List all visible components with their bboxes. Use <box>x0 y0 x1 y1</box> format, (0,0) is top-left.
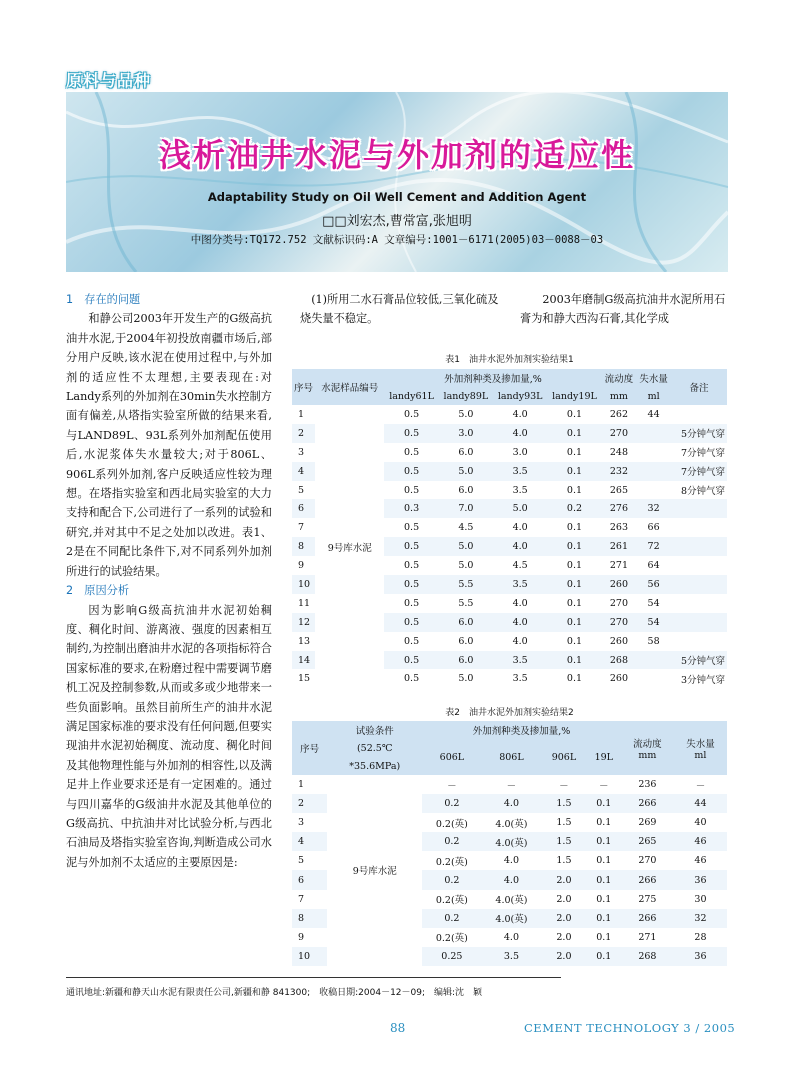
table-cell <box>671 518 727 537</box>
table-cell: 46 <box>694 836 707 848</box>
table1-flow-unit: mm <box>609 390 628 402</box>
table-cell: 236 <box>638 779 657 791</box>
table-cell: 9 <box>298 560 305 572</box>
footer-address: 通讯地址:新疆和静天山水泥有限责任公司,新疆和静 841300; 收稿日期:2004－12－09; 编辑:沈 颖 <box>66 988 483 998</box>
table-cell: 0.2 <box>444 798 460 810</box>
table-cell: 0.5 <box>404 616 420 628</box>
table-cell: 270 <box>609 427 628 439</box>
table-cell: 271 <box>638 931 657 943</box>
table-cell: 0.1 <box>596 874 612 886</box>
table-cell: 3.5 <box>512 465 528 477</box>
heading-analysis: 2 原因分析 <box>66 584 130 598</box>
table-cell: 7分钟气穿 <box>680 467 725 479</box>
table-cell: 36 <box>694 874 707 886</box>
table-cell: 0.5 <box>404 522 420 534</box>
table-cell: 44 <box>694 798 707 810</box>
table-cell: 4.0(英) <box>495 914 528 926</box>
table-cell: 1.5 <box>556 836 572 848</box>
table-cell: 4.0 <box>512 427 528 439</box>
table1-water-unit: ml <box>647 390 660 402</box>
table-cell: 0.5 <box>404 654 420 666</box>
table2-caption: 表2 油井水泥外加剂实验结果2 <box>445 708 574 718</box>
table-cell: 0.2(英) <box>435 856 468 868</box>
table-cell: 6 <box>298 874 305 886</box>
table-cell: 3.0 <box>458 427 474 439</box>
table-cell: 4.0(英) <box>495 837 528 849</box>
table-cell <box>636 481 671 500</box>
table1-sub-1: landy61L <box>389 390 434 402</box>
table-cell: 0.1 <box>596 912 612 924</box>
table-cell: 3.5 <box>503 950 519 962</box>
table-cell: 0.1 <box>566 654 583 666</box>
table2-water-unit: ml <box>694 749 707 761</box>
table-row <box>292 405 727 424</box>
table1 <box>292 369 727 688</box>
table-cell: 270 <box>638 855 657 867</box>
table-cell: 32 <box>694 912 707 924</box>
table-cell: 2.0 <box>556 893 572 905</box>
table2-sub-3: 906L <box>551 751 577 763</box>
table-cell: 0.1 <box>566 635 583 647</box>
table-cell: 4.0 <box>503 874 519 886</box>
table-cell <box>636 462 671 481</box>
table-cell: 5.0 <box>458 560 474 572</box>
table-cell: 12 <box>298 616 311 628</box>
table-cell: 9 <box>298 931 305 943</box>
table-cell: 66 <box>647 522 660 534</box>
table1-sub-4: landy19L <box>552 390 597 402</box>
table-cell: 0.2 <box>444 874 460 886</box>
table-cell: 4.0 <box>503 798 519 810</box>
table-cell: 4.0 <box>512 408 528 420</box>
table2-sub-4: 19L <box>594 751 613 763</box>
table-cell: 7分钟气穿 <box>680 448 725 460</box>
table-cell: 5.0 <box>512 503 528 515</box>
sample-cell: 9号库水泥 <box>327 542 372 554</box>
table-cell: 8 <box>298 541 305 553</box>
table-cell: 40 <box>694 817 707 829</box>
table-cell: 4.0 <box>503 931 519 943</box>
table-cell: 5分钟气穿 <box>680 656 725 668</box>
table1-caption: 表1 油井水泥外加剂实验结果1 <box>445 355 574 365</box>
page-number: 88 <box>390 1021 406 1035</box>
table-cell: 3 <box>298 817 305 829</box>
table-cell: 32 <box>647 503 660 515</box>
table-cell: 0.1 <box>566 578 583 590</box>
table-cell: 0.2 <box>566 503 583 515</box>
table2-header-cond: 试验条件 <box>355 726 394 737</box>
table-cell: 0.5 <box>404 560 420 572</box>
table-cell: 0.1 <box>566 465 583 477</box>
table-cell: 30 <box>694 893 707 905</box>
table2-header-no: 序号 <box>300 744 320 755</box>
table-cell: 1 <box>298 779 305 791</box>
table-cell: 0.1 <box>566 408 583 420</box>
table-cell: 0.1 <box>596 931 612 943</box>
table-cell: 6.0 <box>458 635 474 647</box>
table-cell: 5 <box>298 855 305 867</box>
table-cell: 28 <box>694 931 707 943</box>
table-cell: 5.5 <box>458 578 474 590</box>
table1-header-sample: 水泥样品编号 <box>321 383 379 394</box>
table-cell <box>671 556 727 575</box>
heading-problems: 1 存在的问题 <box>66 293 141 306</box>
table-cell: 3.5 <box>512 484 528 496</box>
table-cell: 0.1 <box>566 484 583 496</box>
table-cell <box>671 537 727 556</box>
table-cell: 268 <box>638 950 657 962</box>
table-cell: 4.5 <box>512 560 528 572</box>
table-cell: 0.2 <box>444 912 460 924</box>
table-cell: 64 <box>647 560 660 572</box>
table-cell: 4.0 <box>503 855 519 867</box>
table-cell: 5.0 <box>458 408 474 420</box>
table-cell <box>671 499 727 518</box>
table-cell: － <box>447 780 457 792</box>
table-cell: 260 <box>609 578 628 590</box>
sample-cell: 9号库水泥 <box>352 866 397 878</box>
table-cell: 6.0 <box>458 654 474 666</box>
table-cell: 265 <box>638 836 657 848</box>
table-cell: 4.0 <box>512 597 528 609</box>
table-cell: 232 <box>609 465 628 477</box>
table-cell: 270 <box>609 597 628 609</box>
table-cell: 263 <box>609 522 628 534</box>
table-cell: 268 <box>609 654 628 666</box>
table-cell: 0.2(英) <box>435 933 468 945</box>
table-cell: 0.1 <box>596 855 612 867</box>
table1-sub-2: landy89L <box>443 390 489 402</box>
table-cell: 5.5 <box>458 597 474 609</box>
table-cell: 0.1 <box>566 616 583 628</box>
table-cell: 0.1 <box>596 893 612 905</box>
table-cell: 3.5 <box>512 673 528 685</box>
table-cell: 8分钟气穿 <box>680 486 725 497</box>
table-cell: 261 <box>609 541 628 553</box>
table-cell <box>671 594 727 613</box>
table-cell: 7 <box>298 522 305 534</box>
table-cell: 3.5 <box>512 654 528 666</box>
table-cell <box>636 443 671 462</box>
table-cell: 0.5 <box>404 484 420 496</box>
table-cell: 4.0 <box>512 522 528 534</box>
table-cell: 2 <box>298 798 305 810</box>
table-cell: 3.5 <box>512 578 528 590</box>
table-cell: － <box>506 780 517 792</box>
table-cell: 11 <box>298 597 311 609</box>
table-cell: 4.0 <box>512 635 528 647</box>
table-cell: 271 <box>609 560 628 572</box>
table-cell: 1.5 <box>556 855 572 867</box>
table-cell: 0.2 <box>444 836 460 848</box>
table-cell: 44 <box>647 408 660 420</box>
paragraph-problems: 和静公司2003年开发生产的G级高抗油井水泥,于2004年初投放南疆市场后,部分用户反映,该水泥在使用过程中,与外加剂的适应性不太理想,主要表现在:对Landy系列的外加剂在30min失水控制方面有偏差,从塔指实验室所做的结果来看,与LAND89L、93L系列外加剂配伍使用后,水泥浆体失水量较大;对于806L、906L系列外加剂,客户反映适应性较为理想。在塔指实验室和西北局实验室的大力支持和配合下,公司进行了一系列的试验和研究,并对其中不足之处加以改进。表1、2是在不同配比条件下,对不同系列外加剂所进行的试验结果。 <box>66 312 272 578</box>
table-cell: 1.5 <box>556 798 572 810</box>
table-cell: 58 <box>647 635 660 647</box>
table-cell: 276 <box>609 503 628 515</box>
footer-rule <box>66 977 561 978</box>
table-cell: 56 <box>647 578 660 590</box>
table-cell: 7.0 <box>458 503 474 515</box>
section-label: 原料与品种 <box>66 71 152 90</box>
table-cell: 4 <box>298 465 305 477</box>
table1-header-flow: 流动度 <box>604 374 634 385</box>
table-cell: 5分钟气穿 <box>680 429 725 441</box>
table-cell: 2.0 <box>556 874 572 886</box>
table-cell: 0.5 <box>404 465 420 477</box>
table-cell <box>671 405 727 424</box>
table-cell: 0.5 <box>404 446 420 458</box>
table-cell: 0.1 <box>566 560 583 572</box>
article-title: 浅析油井水泥与外加剂的适应性 <box>158 136 635 174</box>
table-cell: 0.5 <box>404 597 420 609</box>
table-cell: 54 <box>647 616 660 628</box>
table-cell: 260 <box>609 635 628 647</box>
table1-header-group: 外加剂种类及掺加量,% <box>444 374 542 385</box>
table-cell: 14 <box>298 654 311 666</box>
table-cell: 0.5 <box>404 541 420 553</box>
table-cell: 269 <box>638 817 657 829</box>
table-cell: 266 <box>638 874 657 886</box>
table2-flow-unit: mm <box>638 749 657 761</box>
table-cell: 4 <box>298 836 305 848</box>
table-cell: 5 <box>298 484 305 496</box>
table-cell: 0.1 <box>566 446 583 458</box>
table-cell: 2 <box>298 427 305 439</box>
table-cell: 0.1 <box>596 798 612 810</box>
table-cell: 6 <box>298 503 305 515</box>
table-cell <box>671 632 727 651</box>
table-cell: 260 <box>609 673 628 685</box>
table-cell: 0.1 <box>596 817 612 829</box>
table-cell: 0.5 <box>404 408 420 420</box>
table2-header-water <box>674 721 727 775</box>
table2-header-flow <box>621 721 674 775</box>
table-cell: 2.0 <box>556 912 572 924</box>
table2-sub-2: 806L <box>499 751 524 763</box>
table-cell: 4.0 <box>512 616 528 628</box>
table-cell: 5.0 <box>458 541 474 553</box>
table2-header-cond2: (52.5℃ <box>356 742 393 754</box>
table2-flow-label: 流动度 <box>633 738 662 750</box>
table-cell: 7 <box>298 893 305 905</box>
table-cell: 0.1 <box>566 673 583 685</box>
table-cell: 3 <box>298 446 305 458</box>
table-cell: 4.0 <box>512 541 528 553</box>
table-cell: 0.1 <box>566 522 583 534</box>
table1-header-note: 备注 <box>689 383 709 394</box>
table-cell: 248 <box>609 446 628 458</box>
table-cell: 2.0 <box>556 931 572 943</box>
table-cell: 54 <box>647 597 660 609</box>
table-cell: 1 <box>298 408 305 420</box>
classification-line: 中图分类号:TQ172.752 文献标识码:A 文章编号:1001－6171(2005)03－0088－03 <box>190 234 604 246</box>
table1-sub-3: landy93L <box>497 390 543 402</box>
table-cell: 0.1 <box>596 836 612 848</box>
table-cell: 0.1 <box>566 597 583 609</box>
table1-header-water: 失水量 <box>639 374 668 385</box>
table-cell: 0.2(英) <box>435 895 468 907</box>
table-cell <box>636 424 671 443</box>
intro-right: 2003年磨制G级高抗油井水泥所用石膏为和静大西沟石膏,其化学成 <box>520 293 726 326</box>
table-cell: 0.5 <box>404 673 420 685</box>
table-row <box>292 775 727 794</box>
table-cell: 6.0 <box>458 484 474 496</box>
table-cell: 6.0 <box>458 616 474 628</box>
table-cell: 0.1 <box>596 950 612 962</box>
table-cell: 0.5 <box>404 427 420 439</box>
table-cell: 10 <box>298 950 311 962</box>
intro-middle: (1)所用二水石膏品位较低,三氧化硫及烧失量不稳定。 <box>300 293 499 326</box>
table-cell: 0.1 <box>566 427 583 439</box>
table-cell: 3.0 <box>512 446 528 458</box>
table-cell: － <box>695 780 706 792</box>
table-cell: － <box>559 780 569 792</box>
table2-header-cond3: *35.6MPa) <box>349 760 401 772</box>
table-cell: － <box>599 780 609 792</box>
table2-water-label: 失水量 <box>686 738 715 750</box>
paragraph-analysis: 因为影响G级高抗油井水泥初始稠度、稠化时间、游离液、强度的因素相互制约,为控制出磨油井水泥的各项指标符合国家标准的要求,在粉磨过程中需要调节磨机工况及控制参数,从而或多或少地带来一些负面影响。虽然目前所生产的油井水泥满足国家标准的要求没有任何问题,但要实现油井水泥初始稠度、流动度、稠化时间及其他物理性能与外加剂的相容性,以及满足井上作业要求还是有一定困难的。通过与四川嘉华的G级油井水泥及其他单位的G级高抗、中抗油井对比试验分析,与西北石油局及塔指实验室咨询,判断造成公司水泥与外加剂不太适应的主要原因是: <box>66 603 272 869</box>
table-cell: 5.0 <box>458 673 474 685</box>
title-banner <box>66 92 728 272</box>
table-cell: 0.2(英) <box>435 818 468 830</box>
table-cell: 270 <box>609 616 628 628</box>
journal-name: CEMENT TECHNOLOGY 3 / 2005 <box>524 1021 736 1035</box>
table-cell: 36 <box>694 950 707 962</box>
table2-sub-1: 606L <box>439 751 465 763</box>
table-cell: 0.25 <box>441 950 463 962</box>
table-cell: 275 <box>638 893 657 905</box>
table-cell: 262 <box>609 408 628 420</box>
table2-header-group: 外加剂种类及掺加量,% <box>472 726 571 737</box>
table-cell: 13 <box>298 635 311 647</box>
table-cell: 0.3 <box>404 503 420 515</box>
table-cell: 6.0 <box>458 446 474 458</box>
article-subtitle: Adaptability Study on Oil Well Cement and Addition Agent <box>207 190 587 204</box>
table-cell: 0.5 <box>404 578 420 590</box>
table-cell <box>636 651 671 670</box>
table-cell: 4.0(英) <box>495 818 528 830</box>
table-cell: 8 <box>298 912 305 924</box>
table-cell: 2.0 <box>556 950 572 962</box>
table2 <box>292 721 727 966</box>
table-cell: 266 <box>638 912 657 924</box>
table-cell: 10 <box>298 578 311 590</box>
table-cell: 266 <box>638 798 657 810</box>
table1-header-no: 序号 <box>294 383 314 394</box>
left-column <box>66 290 272 872</box>
table-cell: 3分钟气穿 <box>680 674 725 686</box>
table-cell: 46 <box>694 855 707 867</box>
table-cell: 1.5 <box>556 817 572 829</box>
table-cell <box>671 575 727 594</box>
table-cell: 4.0(英) <box>495 895 528 907</box>
table-cell: 4.5 <box>458 522 474 534</box>
table-cell: 0.5 <box>404 635 420 647</box>
table-cell <box>636 669 671 688</box>
table-cell <box>671 613 727 632</box>
table-cell: 72 <box>647 541 660 553</box>
table-cell: 265 <box>609 484 628 496</box>
table-cell: 15 <box>298 673 311 685</box>
table-cell: 0.1 <box>566 541 583 553</box>
authors: □□刘宏杰,曹常富,张旭明 <box>322 214 472 229</box>
table-cell: 5.0 <box>458 465 474 477</box>
